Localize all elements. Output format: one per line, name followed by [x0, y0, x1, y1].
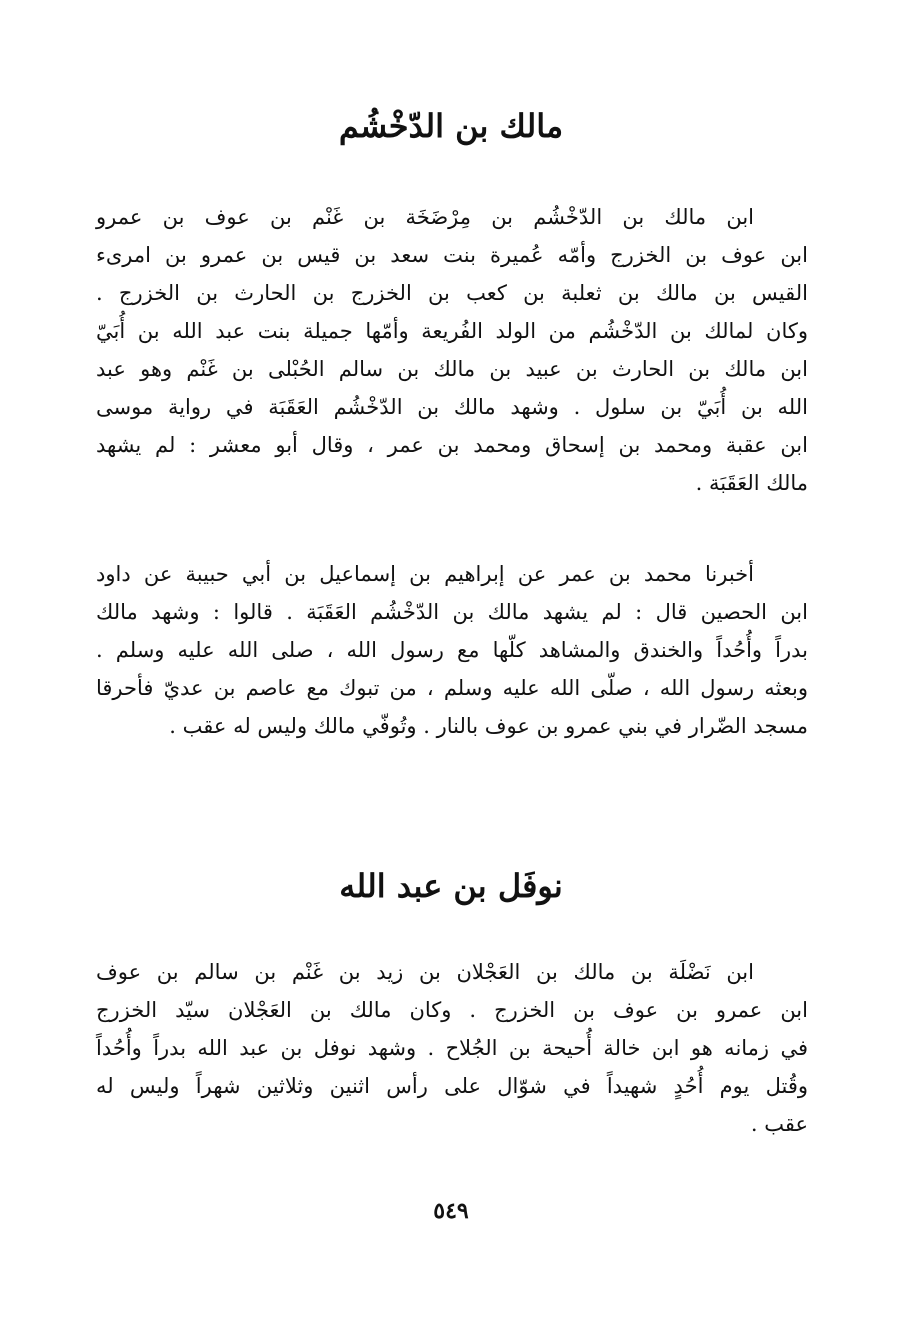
malik-paragraph-1	[96, 198, 808, 502]
text-line: ابن عوف بن الخزرج وأمّه عُميرة بنت سعد بن قيس بن عمرو بن امرىء	[96, 243, 808, 267]
text-line: وبعثه رسول الله ، صلّى الله عليه وسلم ، من تبوك مع عاصم بن عديّ فأحرقا	[96, 676, 808, 700]
text-line: ابن عقبة ومحمد بن إسحاق ومحمد بن عمر ، وقال أبو معشر : لم يشهد	[96, 433, 808, 457]
text-line: في زمانه هو ابن خالة أُحيحة بن الجُلاح . وشهد نوفل بن عبد الله بدراً وأُحُداً	[96, 1036, 808, 1060]
page-number: ٥٤٩	[433, 1198, 469, 1224]
text-line: القيس بن مالك بن ثعلبة بن كعب بن الخزرج بن الحارث بن الخزرج .	[96, 281, 808, 305]
malik-paragraph-2	[96, 555, 808, 745]
text-line: أخبرنا محمد بن عمر عن إبراهيم بن إسماعيل بن أبي حبيبة عن داود	[96, 562, 754, 586]
text-line: بدراً وأُحُداً والخندق والمشاهد كلّها مع رسول الله ، صلى الله عليه وسلم .	[96, 638, 808, 662]
text-line: ابن مالك بن الدّخْشُم بن مِرْضَخَة بن غَنْم بن عوف بن عمرو	[96, 205, 754, 229]
text-line: وقُتل يوم أُحُدٍ شهيداً في شوّال على رأس اثنين وثلاثين شهراً وليس له	[96, 1074, 808, 1098]
text-line: الله بن أُبَيّ بن سلول . وشهد مالك بن الدّخْشُم العَقَبَة في رواية موسى	[96, 395, 808, 419]
text-line: ابن الحصين قال : لم يشهد مالك بن الدّخْشُم العَقَبَة . قالوا : وشهد مالك	[96, 600, 808, 624]
text-line: مسجد الضّرار في بني عمرو بن عوف بالنار . وتُوفّي مالك وليس له عقب .	[169, 714, 808, 738]
text-line: مالك العَقَبَة .	[695, 471, 808, 495]
text-line: وكان لمالك بن الدّخْشُم من الولد الفُريعة وأمّها جميلة بنت عبد الله بن أُبَيّ	[96, 319, 808, 343]
text-line: عقب .	[750, 1112, 808, 1136]
section-title-nawfal: نوفَل بن عبد الله	[339, 867, 563, 905]
section-title-malik: مالك بن الدّخْشُم	[338, 107, 564, 145]
text-line: ابن نَضْلَة بن مالك بن العَجْلان بن زيد بن غَنْم بن سالم بن عوف	[96, 960, 754, 984]
text-line: ابن عمرو بن عوف بن الخزرج . وكان مالك بن العَجْلان سيّد الخزرج	[96, 998, 808, 1022]
nawfal-paragraph-1	[96, 953, 808, 1143]
text-line: ابن مالك بن الحارث بن عبيد بن مالك بن سالم الحُبْلى بن غَنْم وهو عبد	[96, 357, 808, 381]
